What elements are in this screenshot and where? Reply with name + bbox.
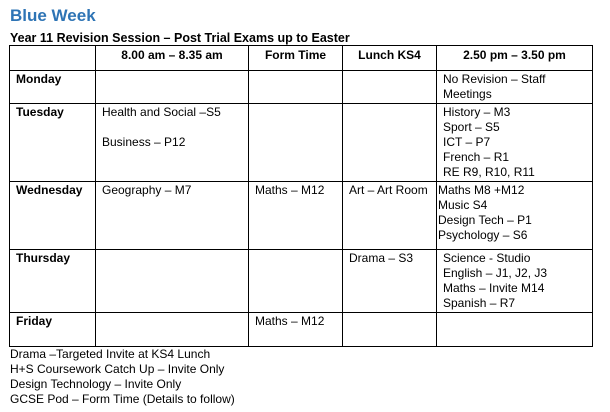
session-entry: History – M3 (443, 105, 511, 119)
header-morning-session: 8.00 am – 8.35 am (96, 46, 249, 71)
morning-session-cell (96, 182, 249, 250)
afternoon-session-cell (437, 182, 593, 250)
morning-session-cell (96, 250, 249, 313)
day-cell: Monday (10, 71, 96, 104)
session-entry: Art – Art Room (349, 183, 428, 197)
session-entry: Music S4 (438, 198, 488, 212)
revision-timetable (9, 45, 593, 347)
session-entry: Maths M8 +M12 (438, 183, 525, 197)
table-row (10, 182, 593, 250)
notes (10, 347, 235, 407)
table-row (10, 71, 593, 104)
note-line: H+S Coursework Catch Up – Invite Only (10, 362, 225, 376)
header-row (10, 46, 593, 71)
lunch-cell (343, 182, 437, 250)
session-entry: Science - Studio (443, 251, 531, 265)
note-line: Design Technology – Invite Only (10, 377, 182, 391)
session-entry: Maths – Invite M14 (443, 281, 545, 295)
session-entry: Spanish – R7 (443, 296, 516, 310)
afternoon-session-cell (437, 104, 593, 182)
day-cell: Wednesday (10, 182, 96, 250)
note-line: GCSE Pod – Form Time (Details to follow) (10, 392, 235, 406)
session-entry: Maths – M12 (255, 314, 325, 328)
session-entry: Maths – M12 (255, 183, 325, 197)
session-entry: Psychology – S6 (438, 228, 528, 242)
afternoon-session-cell (437, 71, 593, 104)
form-time-cell (249, 182, 343, 250)
lunch-cell (343, 313, 437, 347)
morning-session-cell (96, 313, 249, 347)
form-time-cell (249, 71, 343, 104)
afternoon-session-cell (437, 250, 593, 313)
header-day (10, 46, 96, 71)
session-entry: ICT – P7 (443, 135, 491, 149)
session-entry: Geography – M7 (102, 183, 192, 197)
session-entry: Meetings (443, 87, 492, 101)
table-row (10, 104, 593, 182)
page-subtitle: Year 11 Revision Session – Post Trial Exams up to Easter (10, 31, 350, 45)
morning-session-cell (96, 104, 249, 182)
line-gap (102, 120, 242, 135)
session-entry: Drama – S3 (349, 251, 414, 265)
session-entry: French – R1 (443, 150, 510, 164)
lunch-cell (343, 71, 437, 104)
page-title: Blue Week (10, 6, 96, 25)
afternoon-session-cell (437, 313, 593, 347)
session-entry: Business – P12 (102, 135, 186, 149)
table-row (10, 250, 593, 313)
header-form-time: Form Time (249, 46, 343, 71)
lunch-cell (343, 104, 437, 182)
day-cell: Tuesday (10, 104, 96, 182)
morning-session-cell (96, 71, 249, 104)
header-lunch-ks4: Lunch KS4 (343, 46, 437, 71)
session-entry: No Revision – Staff (443, 72, 546, 86)
day-cell: Friday (10, 313, 96, 347)
header-afternoon-session: 2.50 pm – 3.50 pm (437, 46, 593, 71)
session-entry: RE R9, R10, R11 (443, 165, 535, 179)
session-entry: English – J1, J2, J3 (443, 266, 548, 280)
session-entry: Sport – S5 (443, 120, 500, 134)
day-cell: Thursday (10, 250, 96, 313)
note-line: Drama –Targeted Invite at KS4 Lunch (10, 347, 211, 361)
form-time-cell (249, 250, 343, 313)
form-time-cell (249, 104, 343, 182)
table-row (10, 313, 593, 347)
form-time-cell (249, 313, 343, 347)
lunch-cell (343, 250, 437, 313)
session-entry: Health and Social –S5 (102, 105, 221, 119)
session-entry: Design Tech – P1 (438, 213, 532, 227)
